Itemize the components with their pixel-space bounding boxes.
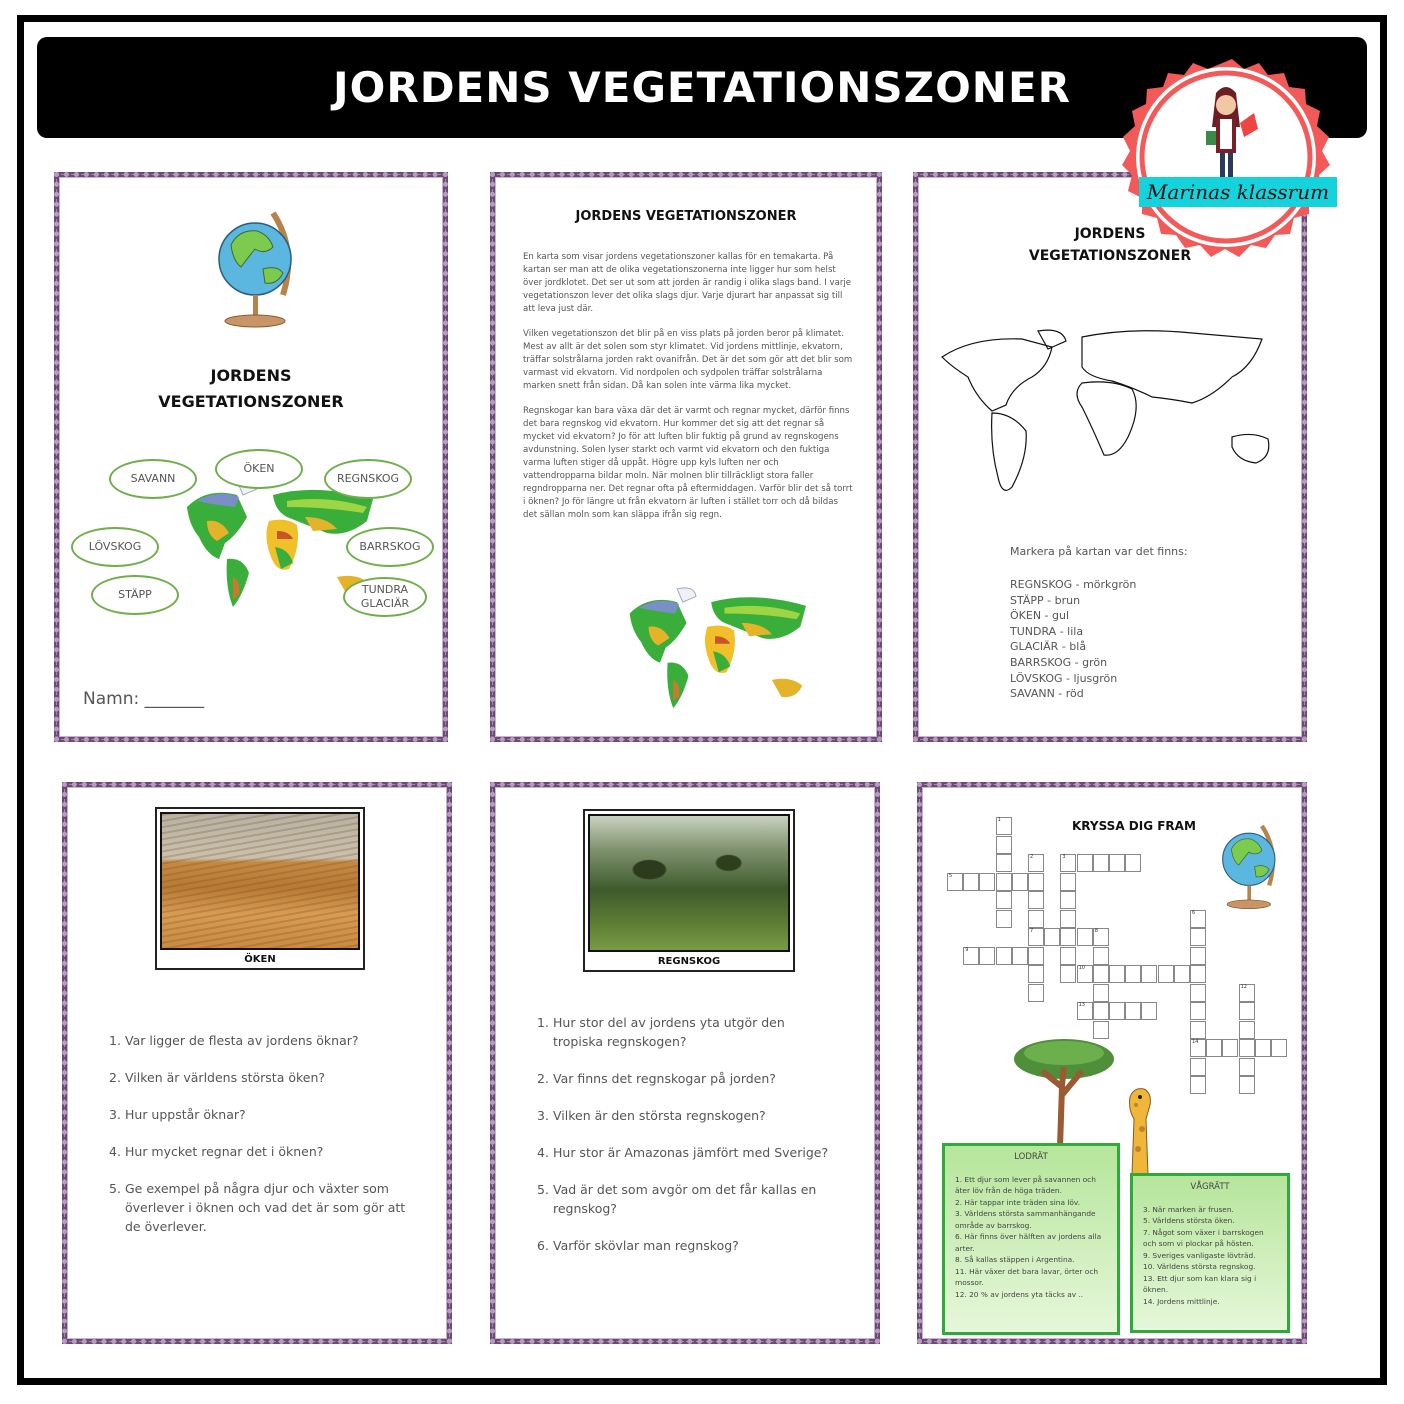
page-title: JORDENS VEGETATIONSZONER [333, 63, 1071, 112]
clue-item: 3. Världens största sammanhängande område av barrskog. [955, 1209, 1096, 1230]
crossword-cell[interactable] [1060, 965, 1076, 983]
rainforest-card [490, 782, 880, 1344]
crossword-cell[interactable] [1077, 928, 1093, 946]
question-item: 5. Vad är det som avgör om det får kallas en regnskog? [537, 1182, 817, 1216]
crossword-cell[interactable] [1239, 1039, 1255, 1057]
crossword-cell[interactable] [1060, 873, 1076, 891]
crossword-cell[interactable] [1239, 1076, 1255, 1094]
clue-item: 5. Världens största öken. [1143, 1216, 1235, 1225]
crossword-cell[interactable] [947, 873, 963, 891]
crossword-card [917, 782, 1307, 1344]
crossword-cell[interactable] [1093, 947, 1109, 965]
crossword-cell[interactable] [1077, 854, 1093, 872]
crossword-clue-number: 1 [997, 817, 1001, 823]
desert-photo-label: ÖKEN [244, 954, 276, 965]
crossword-clue-number: 6 [1192, 909, 1196, 916]
acacia-tree-icon [1012, 1037, 1116, 1147]
color-legend [1010, 577, 1136, 702]
clue-item: 14. Jordens mittlinje. [1143, 1296, 1220, 1306]
clue-item: 9. Sveriges vanligaste lövträd. [1143, 1250, 1256, 1260]
legend-item: LÖVSKOG - ljusgrön [1010, 671, 1118, 685]
blank-world-map [932, 327, 1302, 507]
crossword-cell[interactable] [1158, 965, 1174, 983]
crossword-clue-number: 10 [1078, 965, 1085, 971]
zone-oval-stapp: STÄPP [91, 575, 179, 615]
down-clues-title: LODRÄT [1014, 1152, 1048, 1162]
crossword-title: KRYSSA DIG FRAM [1072, 819, 1196, 833]
clue-item: 1. Ett djur som lever på savannen och äter löv från de höga träden. [955, 1174, 1096, 1195]
question-item: 5. Ge exempel på några djur och växter som överlever i öknen och vad det är som gör att de överlever. [109, 1181, 406, 1234]
crossword-cell[interactable] [1239, 1021, 1255, 1039]
question-item: 2. Vilken är världens största öken? [109, 1070, 326, 1085]
crossword-cell[interactable] [1190, 947, 1206, 965]
rainforest-photo [588, 814, 790, 952]
crossword-cell[interactable] [979, 947, 995, 965]
crossword-cell[interactable] [1190, 1039, 1206, 1057]
crossword-cell[interactable] [1190, 910, 1206, 928]
clue-item: 3. När marken är frusen. [1143, 1204, 1234, 1214]
clue-item: 10. Världens största regnskog. [1143, 1262, 1256, 1271]
legend-item: TUNDRA - lila [1010, 624, 1084, 638]
crossword-cell[interactable] [1109, 854, 1125, 872]
crossword-cell[interactable] [1190, 1076, 1206, 1094]
cover-title-line2: VEGETATIONSZONER [158, 392, 344, 411]
crossword-cell[interactable] [1044, 928, 1060, 946]
crossword-cell[interactable] [1028, 910, 1044, 928]
crossword-cell[interactable] [1125, 965, 1141, 983]
crossword-cell[interactable] [996, 891, 1012, 909]
down-clues-list [955, 1174, 1107, 1301]
crossword-cell[interactable] [1093, 965, 1109, 983]
crossword-cell[interactable] [1222, 1039, 1238, 1057]
crossword-cell[interactable] [996, 836, 1012, 854]
crossword-cell[interactable] [1028, 928, 1044, 946]
crossword-cell[interactable] [1239, 984, 1255, 1002]
desert-photo-frame [155, 807, 365, 970]
cover-title-line1: JORDENS [210, 366, 292, 385]
question-item: 3. Vilken är den största regnskogen? [537, 1108, 766, 1123]
zone-oval-barrskog: BARRSKOG [346, 527, 434, 567]
crossword-cell[interactable] [1255, 1039, 1271, 1057]
crossword-cell[interactable] [1028, 965, 1044, 983]
crossword-cell[interactable] [1093, 928, 1109, 946]
clue-item: 7. Något som växer i barrskogen och som vi plockar på hösten. [1143, 1227, 1264, 1248]
crossword-cell[interactable] [1190, 1002, 1206, 1020]
name-field-label: Namn: _______ [83, 689, 205, 709]
crossword-cell[interactable] [963, 873, 979, 891]
question-item: 1. Var ligger de flesta av jordens öknar? [109, 1033, 359, 1048]
crossword-cell[interactable] [1060, 947, 1076, 965]
clue-item: 11. Här växer det bara lavar, örter och mossor. [955, 1266, 1099, 1287]
clue-item: 13. Ett djur som kan klara sig i öknen. [1143, 1273, 1257, 1294]
crossword-cell[interactable] [1239, 1002, 1255, 1020]
zone-oval-savann: SAVANN [109, 459, 197, 499]
paragraph: Vilken vegetationszon det blir på en viss plats på jorden beror på klimatet. Mest av allt är det solen som styr klimatet. Vid jordens mittlinje, ekvatorn, träffar solstrålarna jorden rakt ovanifrån. Det är det som gör att det blir som varmast vid ekvatorn. Vid nordpolen och sydpolen träffar solstrålarna marken snett från sidan. Då kan solen inte värma lika mycket. [523, 329, 853, 391]
crossword-cell[interactable] [1060, 854, 1076, 872]
crossword-clue-number: 9 [965, 946, 969, 953]
legend-item: REGNSKOG - mörkgrön [1010, 578, 1137, 591]
legend-item: GLACIÄR - blå [1010, 640, 1087, 654]
crossword-cell[interactable] [1206, 1039, 1222, 1057]
crossword-cell[interactable] [1093, 984, 1109, 1002]
crossword-cell[interactable] [1012, 873, 1028, 891]
badge-label: Marinas klassrum [1139, 177, 1337, 207]
rainforest-photo-label: REGNSKOG [657, 956, 721, 967]
reading-card [490, 172, 882, 742]
map-task-title-line2: VEGETATIONSZONER [1028, 248, 1192, 264]
crossword-cell[interactable] [1190, 965, 1206, 983]
paragraph: Regnskogar kan bara växa där det är varmt och regnar mycket, därför finns det bara regnskog vid ekvatorn. Hur kommer det sig att det regnar så mycket vid ekvatorn? Jo för att luften blir fuktig på grund av regnskogens avdunstning. Solen lyser starkt och varmt vid ekvatorn och den fuktiga varma luften stiger då uppåt. Högre upp kyls luften ner och vattendropparna bildar moln. När molnen blir tillräckligt stora faller regndropparna ner. Det regnar ofta på eftermiddagen. Varför blir det så torrt i öknen? Jo för längre ut från ekvatorn är luften i stället torr och då bildas det sällan moln som kan släppa ifrån sig regn. [523, 406, 853, 520]
question-item: 1. Hur stor del av jordens yta utgör den tropiska regnskogen? [537, 1015, 785, 1049]
reading-text [523, 251, 853, 534]
crossword-clue-number: 2 [1030, 854, 1034, 860]
cover-card [54, 172, 448, 742]
crossword-cell[interactable] [1271, 1039, 1287, 1057]
crossword-cell[interactable] [1190, 1058, 1206, 1076]
crossword-clue-number: 8 [1094, 928, 1098, 934]
zone-oval-oken: ÖKEN [215, 449, 303, 489]
across-clues-title: VÅGRÄTT [1190, 1182, 1230, 1192]
clue-item: 2. Här tappar inte träden sina löv. [955, 1197, 1081, 1207]
crossword-cell[interactable] [1012, 947, 1028, 965]
crossword-clue-number: 3 [1062, 854, 1066, 860]
clue-item: 12. 20 % av jordens yta täcks av .. [955, 1289, 1084, 1299]
globe-icon [1218, 823, 1284, 913]
crossword-cell[interactable] [1093, 1002, 1109, 1020]
map-task-lead: Markera på kartan var det finns: [1010, 545, 1188, 558]
down-clues-box [942, 1143, 1120, 1335]
crossword-cell[interactable] [996, 910, 1012, 928]
cover-title [59, 363, 443, 415]
crossword-cell[interactable] [1028, 854, 1044, 872]
crossword-cell[interactable] [1109, 965, 1125, 983]
crossword-cell[interactable] [1028, 873, 1044, 891]
crossword-cell[interactable] [1239, 1058, 1255, 1076]
crossword-clue-number: 14 [1192, 1039, 1199, 1045]
zone-oval-lovskog: LÖVSKOG [71, 527, 159, 567]
legend-item: BARRSKOG - grön [1010, 655, 1108, 669]
crossword-cell[interactable] [1060, 891, 1076, 909]
crossword-cell[interactable] [1141, 1002, 1157, 1020]
legend-item: SAVANN - röd [1010, 687, 1084, 701]
crossword-clue-number: 12 [1240, 983, 1247, 990]
clue-item: 6. Här finns över hälften av jordens alla arter. [955, 1232, 1102, 1253]
reading-title: JORDENS VEGETATIONSZONER [575, 209, 797, 224]
desert-photo [160, 812, 360, 950]
crossword-cell[interactable] [1060, 910, 1076, 928]
crossword-cell[interactable] [996, 817, 1012, 835]
crossword-cell[interactable] [1028, 891, 1044, 909]
question-item: 4. Hur stor är Amazonas jämfört med Sverige? [537, 1145, 829, 1160]
vegetation-map-image [605, 585, 825, 713]
crossword-cell[interactable] [1060, 928, 1076, 946]
crossword-cell[interactable] [996, 854, 1012, 872]
legend-item: STÄPP - brun [1010, 593, 1081, 607]
desert-card [62, 782, 452, 1344]
crossword-cell[interactable] [1125, 1002, 1141, 1020]
giraffe-icon [1112, 1079, 1182, 1175]
desert-questions [109, 1031, 419, 1254]
zone-oval-tundra-glaciar: TUNDRA GLACIÄR [343, 577, 427, 617]
crossword-cell[interactable] [1190, 1021, 1206, 1039]
paragraph: En karta som visar jordens vegetationszoner kallas för en temakarta. På kartan ser man att de olika vegetationszonerna inte ligger hur som helst över jordklotet. Det ser ut som att jorden är randig i olika slags band. I varje vegetationszon lever det olika slags djur. Varje djurart har anpassat sig till att leva just där. [523, 252, 852, 314]
clue-item: 8. Så kallas stäppen i Argentina. [955, 1255, 1075, 1264]
crossword-cell[interactable] [1077, 965, 1093, 983]
crossword-cell[interactable] [1109, 1002, 1125, 1020]
question-item: 6. Varför skövlar man regnskog? [537, 1238, 739, 1253]
across-clues-list [1143, 1204, 1277, 1308]
crossword-cell[interactable] [1093, 854, 1109, 872]
crossword-cell[interactable] [1028, 984, 1044, 1002]
legend-item: ÖKEN - gul [1010, 609, 1070, 623]
crossword-clue-number: 5 [949, 872, 953, 879]
globe-icon [217, 209, 299, 333]
crossword-cell[interactable] [996, 873, 1012, 891]
crossword-cell[interactable] [1141, 965, 1157, 983]
marinas-klassrum-badge [1120, 57, 1344, 281]
crossword-cell[interactable] [1190, 984, 1206, 1002]
crossword-cell[interactable] [963, 947, 979, 965]
crossword-clue-number: 13 [1078, 1002, 1085, 1008]
crossword-cell[interactable] [1077, 1002, 1093, 1020]
crossword-cell[interactable] [1174, 965, 1190, 983]
crossword-cell[interactable] [1190, 928, 1206, 946]
map-task-title-line1: JORDENS [1074, 226, 1146, 242]
rainforest-photo-frame [583, 809, 795, 972]
rainforest-questions [537, 1013, 837, 1273]
crossword-clue-number: 7 [1030, 928, 1034, 934]
question-item: 4. Hur mycket regnar det i öknen? [109, 1144, 324, 1159]
question-item: 3. Hur uppstår öknar? [109, 1107, 246, 1122]
crossword-cell[interactable] [1125, 854, 1141, 872]
crossword-cell[interactable] [996, 947, 1012, 965]
crossword-cell[interactable] [1093, 1021, 1109, 1039]
crossword-cell[interactable] [979, 873, 995, 891]
question-item: 2. Var finns det regnskogar på jorden? [537, 1071, 776, 1086]
crossword-cell[interactable] [1028, 947, 1044, 965]
across-clues-box [1130, 1173, 1290, 1333]
zone-oval-regnskog: REGNSKOG [324, 459, 412, 499]
